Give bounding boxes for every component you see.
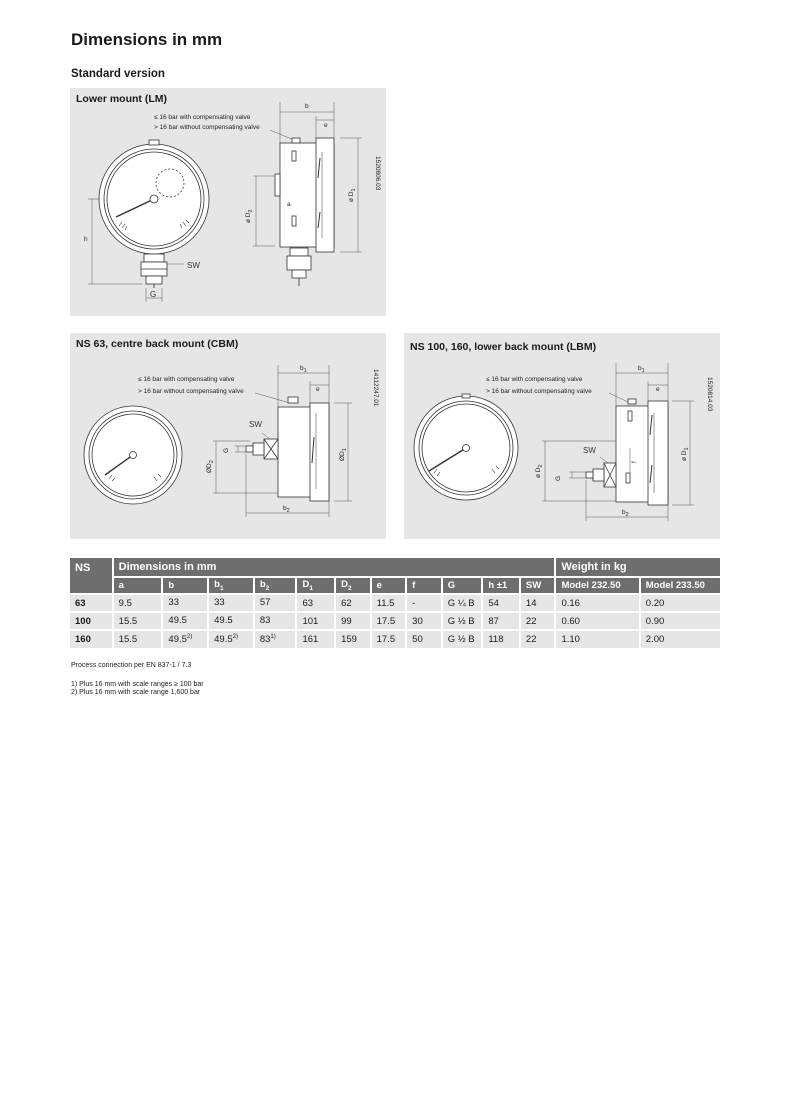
cell-sw: 22 (520, 630, 556, 648)
panel-title-cbm: NS 63, centre back mount (CBM) (76, 338, 239, 350)
cell-b: 49.5 (162, 612, 208, 630)
drawing-code-cbm: 14112247.01 (372, 369, 379, 407)
valve-note-le: ≤ 16 bar with compensating valve (486, 376, 583, 383)
col-h: h ±1 (482, 577, 520, 594)
col-d1: $D_1$ (296, 577, 335, 594)
cell-f: - (406, 594, 442, 612)
label-b1: $b_1$ (638, 365, 645, 374)
cell-d2: 99 (335, 612, 371, 630)
cell-d1: 101 (296, 612, 335, 630)
panel-title-lbm: NS 100, 160, lower back mount (LBM) (410, 341, 597, 353)
label-g: G (150, 290, 157, 299)
label-d2: ø $D_2$ (245, 209, 254, 223)
header-weight: Weight in kg (555, 558, 720, 577)
cell-b: 49.5$^{2)}$ (162, 630, 208, 648)
gauge-front-view-lbm (414, 394, 518, 500)
table-row (70, 612, 720, 630)
col-b1: $b_1$ (208, 577, 254, 594)
cell-weight-23250: 1.10 (555, 630, 639, 648)
col-f: f (406, 577, 442, 594)
cell-h: 87 (482, 612, 520, 630)
cell-weight-23350: 2.00 (640, 630, 720, 648)
cell-d1: 161 (296, 630, 335, 648)
cell-sw: 14 (520, 594, 556, 612)
label-b2: $b_2$ (283, 505, 290, 514)
cell-a: 15.5 (113, 612, 163, 630)
col-d2: $D_2$ (335, 577, 371, 594)
label-a: a (287, 201, 291, 208)
panel-lower-mount (70, 88, 386, 316)
lower-back-mount-drawing (404, 333, 720, 539)
cell-ns: 100 (70, 612, 113, 630)
valve-note-gt: > 16 bar without compensating valve (138, 388, 244, 395)
section-subtitle: Standard version (71, 68, 165, 80)
label-f: f (631, 461, 638, 463)
cell-h: 118 (482, 630, 520, 648)
footnote-1: 1) Plus 16 mm with scale ranges ≥ 100 bar (71, 681, 204, 688)
table-row (70, 630, 720, 648)
valve-note-gt: > 16 bar without compensating valve (486, 388, 592, 395)
cell-g: G ½ B (442, 612, 483, 630)
footnote-2: 2) Plus 16 mm with scale range 1,600 bar (71, 689, 201, 696)
cell-weight-23250: 0.60 (555, 612, 639, 630)
cell-h: 54 (482, 594, 520, 612)
valve-note-gt: > 16 bar without compensating valve (154, 124, 260, 131)
gauge-side-view-cbm (246, 397, 329, 501)
centre-back-mount-drawing (70, 333, 386, 539)
cell-b1: 49.5$^{2)}$ (208, 630, 254, 648)
page-title: Dimensions in mm (71, 30, 223, 49)
cell-a: 15.5 (113, 630, 163, 648)
gauge-side-view-lbm (586, 399, 668, 505)
cell-f: 50 (406, 630, 442, 648)
cell-d1: 63 (296, 594, 335, 612)
cell-b1: 33 (208, 594, 254, 612)
col-model-23350: Model 233.50 (640, 577, 720, 594)
header-ns: NS (70, 558, 113, 594)
cell-ns: 160 (70, 630, 113, 648)
label-g: G (555, 475, 562, 481)
label-e: e (324, 122, 328, 129)
drawing-code-lbm: 1520814.03 (706, 377, 713, 412)
cell-weight-23250: 0.16 (555, 594, 639, 612)
cell-e: 17.5 (371, 630, 407, 648)
gauge-front-view-cbm (84, 406, 182, 504)
cell-b2: 57 (254, 594, 297, 612)
col-model-23250: Model 232.50 (555, 577, 639, 594)
label-e: e (656, 386, 660, 393)
cell-b: 33 (162, 594, 208, 612)
col-a: a (113, 577, 163, 594)
label-g: G (223, 447, 230, 453)
col-g: G (442, 577, 483, 594)
cell-g: G ½ B (442, 630, 483, 648)
col-b2: $b_2$ (254, 577, 297, 594)
cell-weight-23350: 0.20 (640, 594, 720, 612)
label-d2: ø $D_2$ (535, 464, 544, 478)
cell-e: 17.5 (371, 612, 407, 630)
label-d2: $ØD_2$ (206, 460, 215, 473)
label-h: h (84, 236, 88, 243)
cell-d2: 159 (335, 630, 371, 648)
cell-weight-23350: 0.90 (640, 612, 720, 630)
dimensions-table (70, 558, 720, 648)
valve-note-le: ≤ 16 bar with compensating valve (138, 376, 235, 383)
cell-a: 9.5 (113, 594, 163, 612)
process-connection-note: Process connection per EN 837-1 / 7.3 (71, 662, 192, 669)
label-d1: ø $D_1$ (348, 188, 357, 202)
cell-d2: 62 (335, 594, 371, 612)
label-sw: SW (249, 420, 262, 429)
label-b2: $b_2$ (622, 509, 629, 518)
label-sw: SW (583, 446, 596, 455)
label-b: b (305, 103, 309, 110)
col-sw: SW (520, 577, 556, 594)
panel-title-lm: Lower mount (LM) (76, 93, 167, 105)
drawing-code-lm: 1520806.03 (374, 156, 381, 191)
label-sw: SW (187, 261, 200, 270)
cell-f: 30 (406, 612, 442, 630)
cell-e: 11.5 (371, 594, 407, 612)
gauge-side-view (275, 138, 334, 286)
header-dimensions: Dimensions in mm (113, 558, 556, 577)
valve-note-le: ≤ 16 bar with compensating valve (154, 114, 251, 121)
panel-centre-back-mount (70, 333, 386, 539)
cell-sw: 22 (520, 612, 556, 630)
cell-ns: 63 (70, 594, 113, 612)
cell-b2: 83 (254, 612, 297, 630)
label-d1: $ØD_1$ (339, 448, 348, 461)
table-row (70, 594, 720, 612)
col-e: e (371, 577, 407, 594)
cell-b1: 49.5 (208, 612, 254, 630)
label-e: e (316, 386, 320, 393)
cell-g: G ¼ B (442, 594, 483, 612)
label-d1: ø $D_1$ (681, 447, 690, 461)
col-b: b (162, 577, 208, 594)
cell-b2: 83$^{1)}$ (254, 630, 297, 648)
lower-mount-drawing (70, 88, 386, 316)
panel-lower-back-mount (404, 333, 720, 539)
label-b1: $b_1$ (300, 365, 307, 374)
